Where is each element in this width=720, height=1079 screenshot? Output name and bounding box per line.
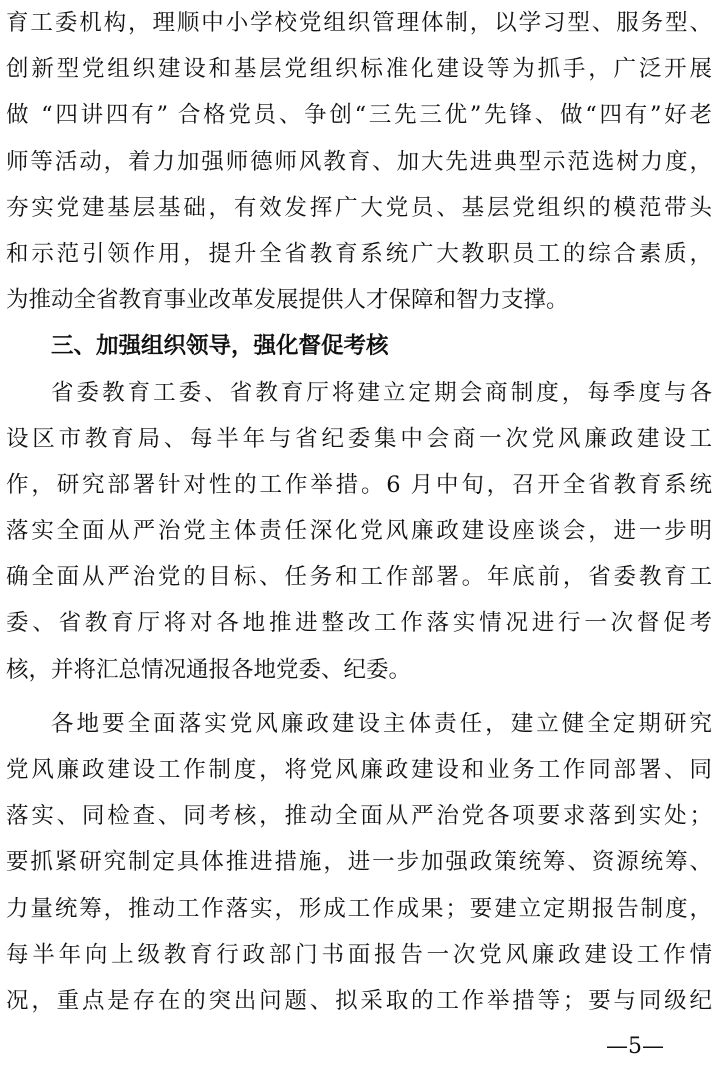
text-line: 和示范引领作用，提升全省教育系统广大教职员工的综合素质， bbox=[6, 240, 712, 267]
text-line: 夯实党建基层基础，有效发挥广大党员、基层党组织的模范带头 bbox=[6, 194, 712, 221]
text-line: 为推动全省教育事业改革发展提供人才保障和智力支撑。 bbox=[6, 287, 569, 314]
text-line: 各地要全面落实党风廉政建设主体责任，建立健全定期研究 bbox=[51, 710, 712, 737]
section-heading: 三、加强组织领导，强化督促考核 bbox=[51, 333, 389, 360]
document-body bbox=[6, 0, 712, 1024]
text-line: 力量统筹，推动工作落实，形成工作成果；要建立定期报告制度， bbox=[6, 895, 712, 922]
text-line: 落实全面从严治党主体责任深化党风廉政建设座谈会，进一步明 bbox=[6, 518, 712, 545]
text-line: 作，研究部署针对性的工作举措。6 月中旬，召开全省教育系统 bbox=[6, 471, 712, 498]
text-line: 省委教育工委、省教育厅将建立定期会商制度，每季度与各 bbox=[51, 379, 712, 406]
text-line: 确全面从严治党的目标、任务和工作部署。年底前，省委教育工 bbox=[6, 564, 712, 591]
text-line: 落实、同检查、同考核，推动全面从严治党各项要求落到实处； bbox=[6, 803, 712, 830]
text-line: 设区市教育局、每半年与省纪委集中会商一次党风廉政建设工 bbox=[6, 425, 712, 452]
text-line: 师等活动，着力加强师德师风教育、加大先进典型示范选树力度， bbox=[6, 148, 712, 175]
paragraph bbox=[6, 701, 712, 1024]
text-line: 核，并将汇总情况通报各地党委、纪委。 bbox=[6, 656, 412, 683]
text-line: 党风廉政建设工作制度，将党风廉政建设和业务工作同部署、同 bbox=[6, 757, 712, 783]
text-line: 要抓紧研究制定具体推进措施，进一步加强政策统筹、资源统筹、 bbox=[6, 849, 712, 876]
text-line: 育工委机构，理顺中小学校党组织管理体制，以学习型、服务型、 bbox=[6, 10, 712, 36]
paragraph bbox=[6, 370, 712, 693]
text-line: 每半年向上级教育行政部门书面报告一次党风廉政建设工作情 bbox=[6, 941, 712, 968]
text-line: 创新型党组织建设和基层党组织标准化建设等为抓手，广泛开展 bbox=[6, 56, 712, 83]
page-number: —5— bbox=[606, 1034, 664, 1059]
paragraph-gap bbox=[6, 693, 712, 701]
paragraph bbox=[6, 0, 712, 323]
text-line: 委、省教育厅将对各地推进整改工作落实情况进行一次督促考 bbox=[6, 610, 712, 637]
text-line: 做 “四讲四有” 合格党员、争创“三先三优”先锋、做“四有”好老 bbox=[6, 102, 712, 129]
text-line: 况，重点是存在的突出问题、拟采取的工作举措等；要与同级纪 bbox=[6, 987, 712, 1014]
